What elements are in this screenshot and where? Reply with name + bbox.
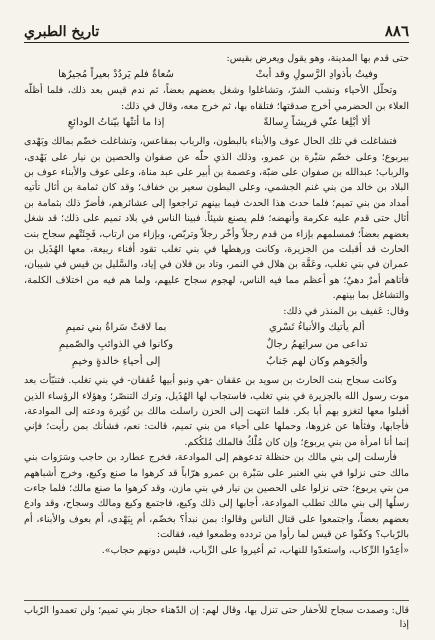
text-line: وقال: عَفيف بن المنذر في ذلك: xyxy=(283,305,409,317)
verse-first-hemistich: تداعى من سراتِهمُ رجالٌ xyxy=(266,339,368,351)
running-title: تاريخ الطبري xyxy=(24,24,100,40)
paragraph: وكانت سجاح بنت الحارث بن سويد بن عقفان -هي ونبو أبيها عُقفان- في بني تغلب. فتنبّأت بعد موت رسول الله بالجزيرة في بني تغلب، فاستجاب لها الهُذَيل، وترك التنصّر؛ وهؤلاء الرؤساء الذين أقبلوا معها لتغزو بهم أبا بكر. فلما انتهت إلى الحزن راسلت مالك بن نُوَيرة ودعته إلى الموادعة، فأجابها، وفثأها عن غزوها، وحملها على أحياء من بني تميم، قالت: نعم، فشأنك بمن رأيت؛ فإني إنما أنا امرأة من بني يربوع؛ وإن كان مُلْكٌ فالملك مُلكُكم. xyxy=(24,375,409,448)
verse-first-hemistich: ألا أبْلِغا عنّي قريشاً رِسالةً xyxy=(263,117,371,129)
verse-second-hemistich: بما لاقتْ سَراةُ بني تميمِ xyxy=(65,322,167,334)
poem-verse xyxy=(24,114,409,131)
page-footer xyxy=(24,600,409,632)
page-number: ٨٨٦ xyxy=(384,22,409,40)
page-body xyxy=(24,51,409,558)
verse-second-hemistich: إذا ما أتتْها بيّناتُ الودائعِ xyxy=(67,117,165,129)
page-header xyxy=(24,14,409,43)
text-line: «أعِدّوا الرِّكاب، واستعدّوا للنهاب، ثم أغيروا على الرِّباب، فليس دونهم حجاب». xyxy=(101,544,409,556)
poem-verse xyxy=(24,353,409,370)
poem-verse xyxy=(24,319,409,336)
verse-second-hemistich: إلى أحياءِ خالدةٍ وخيمِ xyxy=(71,356,161,368)
verse-second-hemistich: وكانوا في الذوائبِ والصّميمِ xyxy=(59,339,174,351)
poem-verse xyxy=(24,336,409,353)
verse-first-hemistich: ألم يأتيك والأنباءُ تَسْري xyxy=(269,322,365,334)
verse-second-hemistich: سُعاةٌ فلم يَردُدْ بعيراً مُجيرُها xyxy=(58,69,175,81)
text-line: حتى قدم بها المدينة، وهو يقول ويعرض بقيس: xyxy=(226,53,409,64)
footer-text: قال: وصمدت سجاح للأحفار حتى تنزل بها، وقال لهم: إن الدّهناء حجاز بني تميم؛ ولن تعمدوا الرّباب إذا xyxy=(24,605,409,630)
paragraph: وتحلّل الأحياء ونشب الشرّ، وتشاغلوا وشغل بعضهم بعضاً، ثم ندم قيس بعد ذلك، فلما أظلّه العلاء بن الحضرمي أخرج صدقتها؛ فتلقاه بها، ثم خرج معه، وقال في ذلك: xyxy=(24,85,409,112)
paragraph: فتشاغلت في تلك الحال عوف والأبناء بالبطون، والرباب بمقاعس، وتشاغلت خضّم بمالك وبَهْدى بيربوع؛ وعلى خضّم سَبْرة بن عمرو، وذلك الذي حلّه عن صفوان والحصين بن نيار على بَهْدى، والرباب؛ عبدالله بن صفوان على ضبّة، وعصمة بن أبير على عبد مناة، وعلى عوف والأبناء عوف بن البلاد بن خالد من بني غنم الجشمي، وعلى البطون سعير بن خفاف؛ وقد كان ثمامة بن أثال تأتيه أمداد من بني تميم؛ فلما حدث هذا الحدث فيما بينهم تراجعوا إلى عشائرهم، فأضرّ ذلك بثمامة بن أثال حتى قدم عليه عكرمة وأنهضه؛ فلم يصنع شيئاً. فبينا الناس في بلاد تميم على ذلك؛ قد شغل بعضهم بعضاً؛ فمسلمهم بإزاء من قدم رجلاً وأخّر رجلاً وتربّص، وبإزاء من ارتاب، فَجِئَتْهم سجاح بنت الحارث قد أقبلت من الجزيرة، وكانت ورهطها في بني تغلب تقود أفناء ربيعة، معها الهُذَيل بن عمران في بني تغلب، وعَقَّة بن هلال في النمر، وتاد بن فلان في إياد، والسَّليل بن قيس في شيبان، فأتاهم أمرٌ دهيٌ؛ هو أعظم مما فيه الناس، لهجوم سجاح عليهم، ولما هم فيه من اختلاف الكلمة، والتشاغل بما بينهم. xyxy=(24,136,409,302)
paragraph: فأرسلت إلى بني مالك بن حنظلة تدعوهم إلى الموادعة، فخرج عطارد بن حاجب وسَرَوات بني مالك حتى نزلوا في بني العنبر على سَبْرة بن عمرو هرّاباً قد كرهوا ما صنع وكيع، وخرج أشباههم من بني يربوع؛ حتى نزلوا على الحصين بن نيار في بني مازن، وقد كرهوا ما صنع مالك؛ فلما جاءت رسلُها إلى بني مالك تطلب الموادعة، أجابها إلى ذلك وكيع، فاجتمع وكيع ومالك وسجاح، وقد وادع بعضهم بعضاً، واجتمعوا على قتال الناس وقالوا: بمن نبدأ؟ بخضّم، أم بِبَهْدى، أم بعوف والأبناء، أم بالرّباب؟ وكفّوا عن قيس لما رأوا من تردده وطمعوا فيه، فقالت: xyxy=(24,452,409,541)
poem-verse xyxy=(24,66,409,83)
verse-first-hemistich: وفيتُ بأذوادِ الرَّسولِ وقد أبتْ xyxy=(255,69,378,81)
verse-first-hemistich: وألجَوهم وكان لهم جَنابٌ xyxy=(266,356,368,368)
